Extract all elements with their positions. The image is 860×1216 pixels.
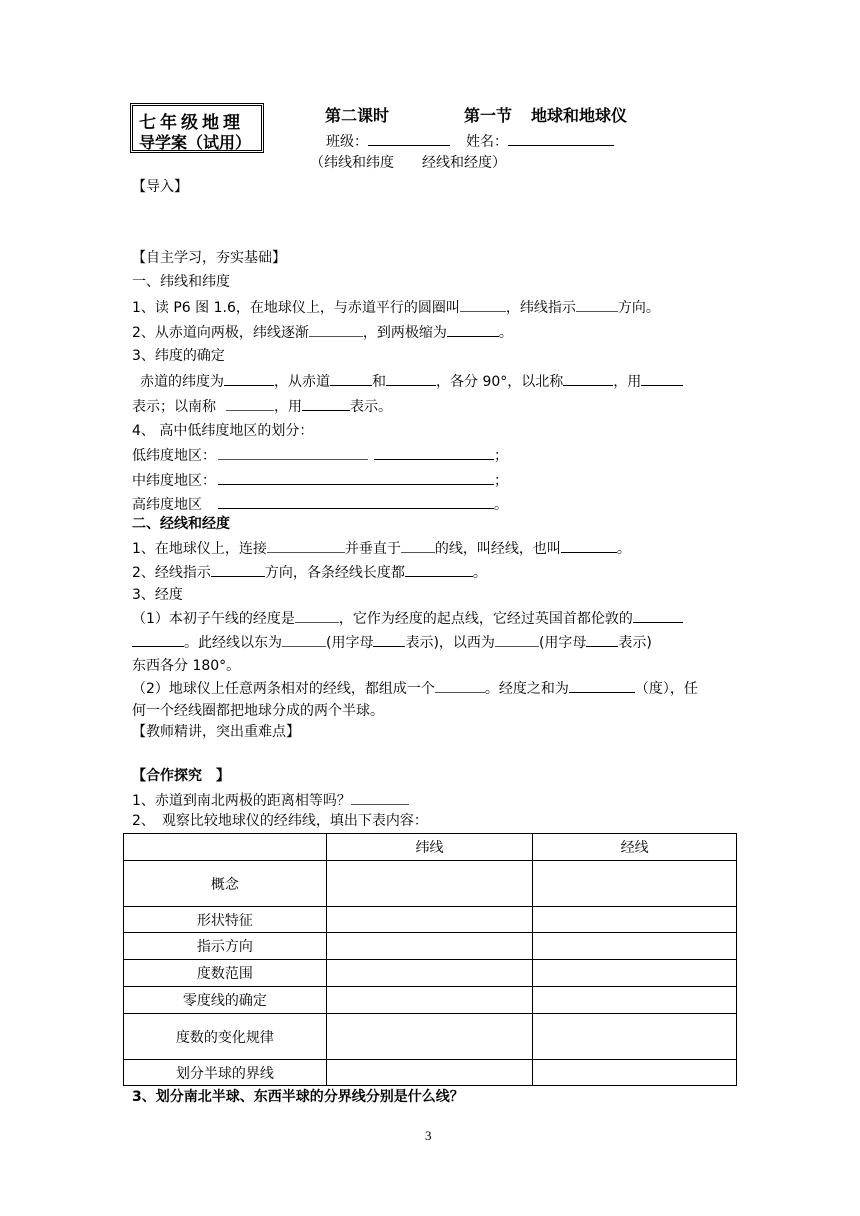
question-7a-line1: （1）本初子午线的经度是 ，它作为经度的起点线，它经过英国首都伦敦的 <box>132 608 683 629</box>
table-row <box>124 1060 737 1086</box>
answer-blank[interactable] <box>633 608 683 623</box>
high-latitude-row: 高纬度地区 。 <box>132 494 508 515</box>
answer-blank[interactable] <box>218 445 368 460</box>
question-5: 1、在地球仪上，连接 并垂直于 的线，叫经线，也叫 。 <box>132 538 631 559</box>
answer-blank[interactable] <box>267 538 345 553</box>
table-row <box>124 987 737 1014</box>
answer-cell[interactable] <box>326 960 533 987</box>
coop-question-3: 3、划分南北半球、东西半球的分界线分别是什么线？ <box>132 1089 464 1105</box>
answer-blank[interactable] <box>460 297 506 312</box>
class-blank[interactable] <box>368 131 450 146</box>
row-label: 指示方向 <box>124 933 327 960</box>
badge-line2: 导学案（试用） <box>139 133 252 152</box>
answer-blank[interactable] <box>563 371 613 386</box>
table-row <box>124 1014 737 1060</box>
name-blank[interactable] <box>508 131 614 146</box>
row-label: 度数的变化规律 <box>124 1014 327 1060</box>
answer-blank[interactable] <box>386 371 436 386</box>
answer-cell[interactable] <box>326 907 533 933</box>
answer-blank[interactable] <box>576 297 618 312</box>
table-header-cell: 经线 <box>533 834 737 861</box>
table-row <box>124 933 737 960</box>
answer-cell[interactable] <box>533 1014 737 1060</box>
question-3-line1: 赤道的纬度为 ，从赤道 和 ，各分 90°，以北称 ，用 <box>140 371 683 392</box>
self-study-heading: 【自主学习，夯实基础】 <box>132 250 286 266</box>
part1-title: 一、纬线和纬度 <box>132 274 230 290</box>
answer-blank[interactable] <box>218 494 494 509</box>
answer-cell[interactable] <box>326 1014 533 1060</box>
coop-question-2: 2、 观察比较地球仪的经纬线，填出下表内容： <box>132 813 428 829</box>
answer-cell[interactable] <box>326 933 533 960</box>
answer-cell[interactable] <box>326 861 533 907</box>
answer-cell[interactable] <box>533 987 737 1014</box>
table-row <box>124 960 737 987</box>
answer-blank[interactable] <box>405 562 473 577</box>
answer-blank[interactable] <box>211 562 265 577</box>
question-7a-line2: 。此经线以东为 (用字母 表示)，以西为 (用字母 表示) <box>132 632 652 653</box>
question-6: 2、经线指示 方向，各条经线长度都 。 <box>132 562 487 583</box>
answer-cell[interactable] <box>326 987 533 1014</box>
comparison-table <box>123 833 737 1086</box>
coop-question-1: 1、赤道到南北两极的距离相等吗？ <box>132 790 409 811</box>
answer-cell[interactable] <box>533 960 737 987</box>
question-2: 2、从赤道向两极，纬线逐渐 ，到两极缩为 。 <box>132 322 513 343</box>
lesson-label: 第二课时 <box>325 106 390 125</box>
answer-cell[interactable] <box>533 907 737 933</box>
answer-blank[interactable] <box>641 371 683 386</box>
answer-blank[interactable] <box>586 632 618 647</box>
answer-blank[interactable] <box>495 632 539 647</box>
answer-blank[interactable] <box>132 632 184 647</box>
row-label: 概念 <box>124 861 327 907</box>
answer-blank[interactable] <box>351 790 409 805</box>
teacher-heading: 【教师精讲，突出重难点】 <box>132 724 300 740</box>
answer-blank[interactable] <box>447 322 499 337</box>
answer-cell[interactable] <box>533 1060 737 1086</box>
row-label: 划分半球的界线 <box>124 1060 327 1086</box>
row-label: 形状特征 <box>124 907 327 933</box>
answer-blank[interactable] <box>224 371 274 386</box>
answer-blank[interactable] <box>401 538 435 553</box>
answer-blank[interactable] <box>218 470 494 485</box>
answer-blank[interactable] <box>435 678 485 693</box>
table-header-cell <box>124 834 327 861</box>
page-title: 地球和地球仪 <box>531 106 628 125</box>
answer-blank[interactable] <box>373 632 405 647</box>
answer-blank[interactable] <box>569 678 635 693</box>
page-number: 3 <box>425 1128 432 1143</box>
answer-blank[interactable] <box>226 396 274 411</box>
answer-blank[interactable] <box>295 608 339 623</box>
answer-blank[interactable] <box>309 322 363 337</box>
part2-title: 二、经线和经度 <box>132 516 230 532</box>
row-label: 零度线的确定 <box>124 987 327 1014</box>
question-1: 1、读 P6 图 1.6，在地球仪上，与赤道平行的圆圈叫 ，纬线指示 方向。 <box>132 297 660 318</box>
row-label: 度数范围 <box>124 960 327 987</box>
intro-heading: 【导入】 <box>132 179 188 195</box>
answer-blank[interactable] <box>330 371 372 386</box>
name-label: 姓名： <box>466 134 508 150</box>
answer-cell[interactable] <box>533 861 737 907</box>
table-header-row <box>124 834 737 861</box>
name-field <box>466 131 614 152</box>
question-7b-line2: 何一个经线圈都把地球分成的两个半球。 <box>132 703 384 719</box>
low-latitude-row: 低纬度地区： ； <box>132 445 508 466</box>
mid-latitude-row: 中纬度地区： ； <box>132 470 508 491</box>
course-badge <box>130 103 264 153</box>
subtitle: （纬线和纬度 经线和经度） <box>310 155 506 171</box>
question-3-line2: 表示；以南称 ，用 表示。 <box>132 396 392 417</box>
answer-blank[interactable] <box>561 538 617 553</box>
question-7a-line3: 东西各分 180°。 <box>132 658 241 674</box>
class-field <box>326 131 450 152</box>
answer-blank[interactable] <box>302 396 350 411</box>
question-4-title: 4、 高中低纬度地区的划分： <box>132 423 314 439</box>
class-label: 班级： <box>326 134 368 150</box>
question-7-title: 3、经度 <box>132 587 183 603</box>
table-row <box>124 907 737 933</box>
answer-cell[interactable] <box>326 1060 533 1086</box>
table-header-cell: 纬线 <box>326 834 533 861</box>
coop-heading: 【合作探究 】 <box>132 768 230 784</box>
question-3-title: 3、纬度的确定 <box>132 348 225 364</box>
badge-line1: 七年级地理 <box>139 113 244 133</box>
section-label: 第一节 <box>464 106 513 125</box>
table-row <box>124 861 737 907</box>
answer-cell[interactable] <box>533 933 737 960</box>
answer-blank[interactable] <box>374 445 494 460</box>
question-7b-line1: （2）地球仪上任意两条相对的经线，都组成一个 。经度之和为 （度），任 <box>132 678 698 699</box>
answer-blank[interactable] <box>282 632 326 647</box>
